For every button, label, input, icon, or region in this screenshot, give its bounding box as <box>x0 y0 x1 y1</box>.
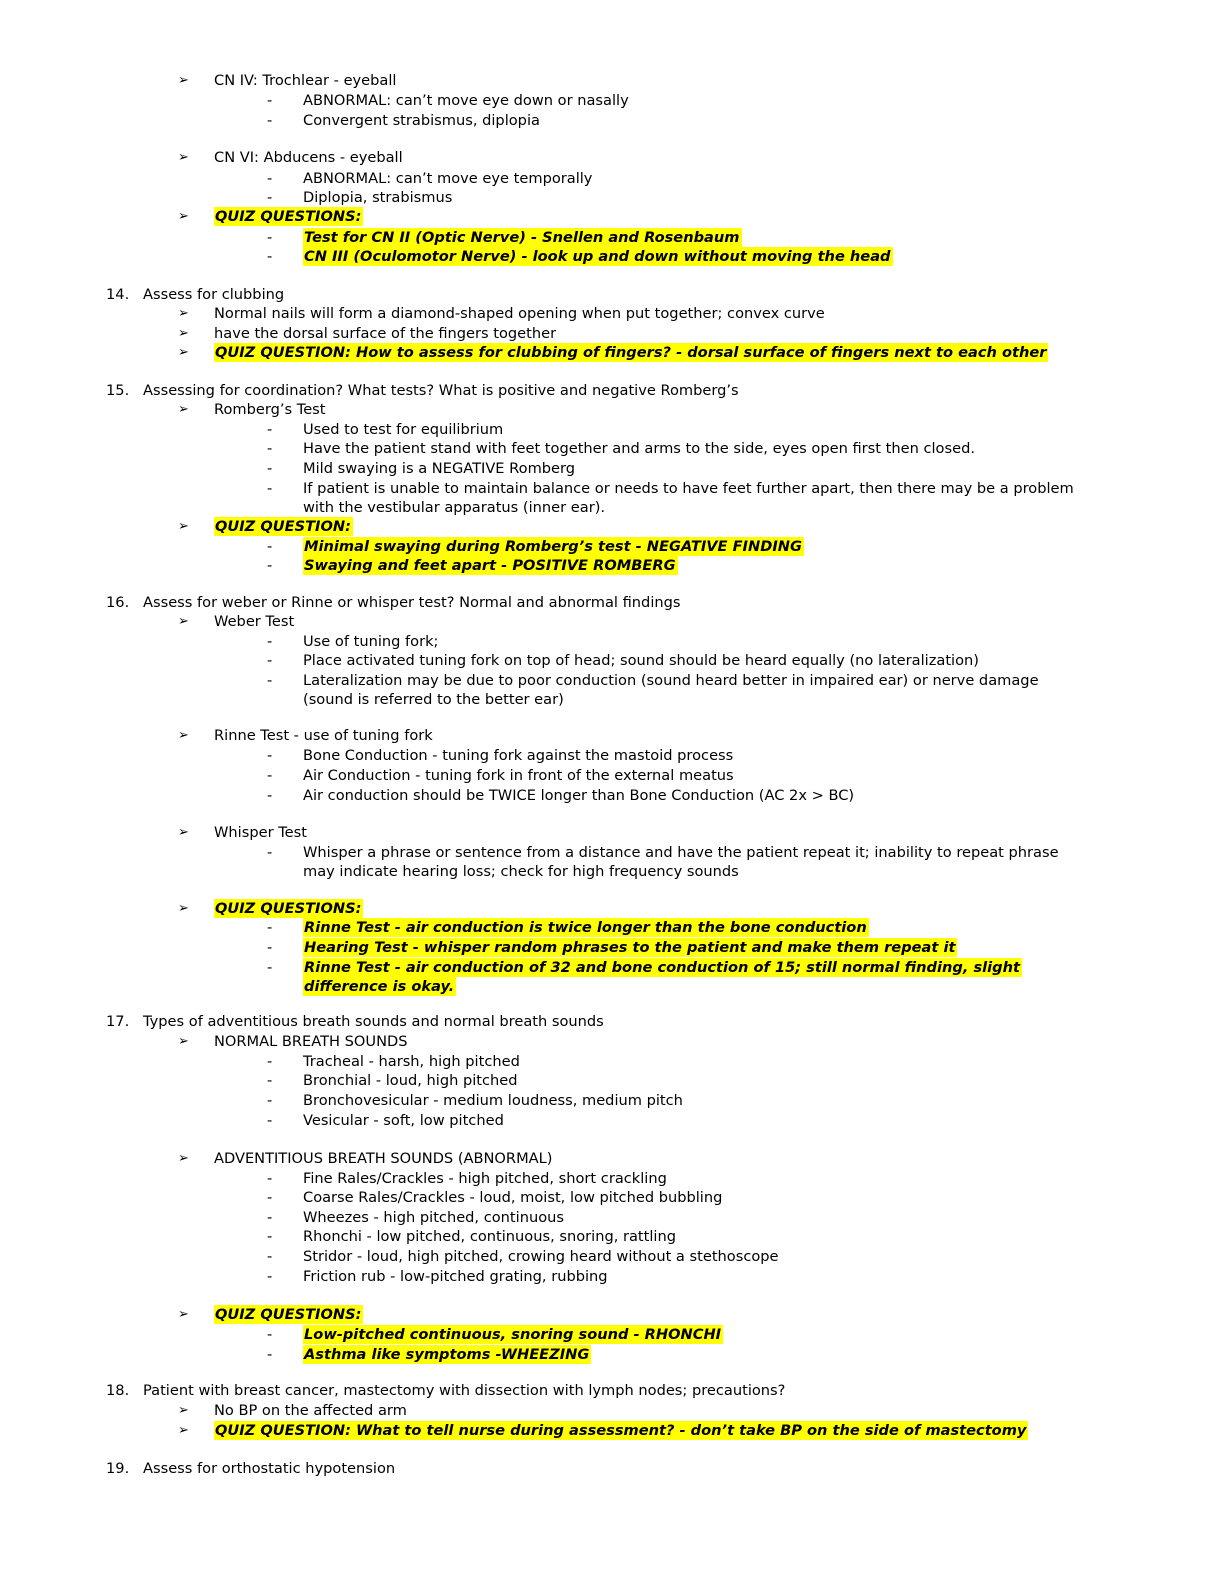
dash-bullet-icon: - <box>267 959 273 976</box>
sub-bullet-text: Friction rub - low-pitched grating, rubbing <box>303 1268 608 1285</box>
bullet-text: QUIZ QUESTIONS: <box>215 1306 362 1323</box>
dash-bullet-icon: - <box>267 633 273 650</box>
item-number: 19. <box>106 1460 130 1477</box>
arrow-bullet-icon: ➢ <box>178 73 189 88</box>
dash-bullet-icon: - <box>267 1209 273 1226</box>
dash-bullet-icon: - <box>267 939 273 956</box>
sub-bullet-text: Whisper a phrase or sentence from a distance and have the patient repeat it; inability to repeat phrase <box>303 844 1059 861</box>
arrow-bullet-icon: ➢ <box>178 150 189 165</box>
sub-bullet-text: If patient is unable to maintain balance or needs to have feet further apart, then there may be a problem <box>303 480 1074 497</box>
dash-bullet-icon: - <box>267 747 273 764</box>
dash-bullet-icon: - <box>267 1092 273 1109</box>
sub-bullet-text: Have the patient stand with feet together and arms to the side, eyes open first then closed. <box>303 440 975 457</box>
arrow-bullet-icon: ➢ <box>178 306 189 321</box>
item-number: 14. <box>106 286 130 303</box>
dash-bullet-icon: - <box>267 1326 273 1343</box>
sub-bullet-text: Rhonchi - low pitched, continuous, snoring, rattling <box>303 1228 677 1245</box>
sub-bullet-text: Asthma like symptoms -WHEEZING <box>304 1346 590 1363</box>
dash-bullet-icon: - <box>267 440 273 457</box>
dash-bullet-icon: - <box>267 460 273 477</box>
dash-bullet-icon: - <box>267 1072 273 1089</box>
arrow-bullet-icon: ➢ <box>178 402 189 417</box>
item-number: 18. <box>106 1382 130 1399</box>
sub-bullet-text: Wheezes - high pitched, continuous <box>303 1209 564 1226</box>
item-heading: Assess for clubbing <box>143 286 285 303</box>
bullet-text: Romberg’s Test <box>214 401 326 418</box>
dash-bullet-icon: - <box>267 92 273 109</box>
arrow-bullet-icon: ➢ <box>178 1307 189 1322</box>
sub-bullet-text: Convergent strabismus, diplopia <box>303 112 540 129</box>
sub-bullet-text: Stridor - loud, high pitched, crowing heard without a stethoscope <box>303 1248 779 1265</box>
item-number: 15. <box>106 382 130 399</box>
sub-bullet-text: Bronchial - loud, high pitched <box>303 1072 518 1089</box>
dash-bullet-icon: - <box>267 112 273 129</box>
dash-bullet-icon: - <box>267 767 273 784</box>
sub-bullet-text: Mild swaying is a NEGATIVE Romberg <box>303 460 576 477</box>
sub-bullet-text: Air conduction should be TWICE longer than Bone Conduction (AC 2x > BC) <box>303 787 855 804</box>
item-heading: Assess for weber or Rinne or whisper test? Normal and abnormal findings <box>143 594 681 611</box>
arrow-bullet-icon: ➢ <box>178 1403 189 1418</box>
sub-bullet-text: Air Conduction - tuning fork in front of the external meatus <box>303 767 734 784</box>
sub-bullet-text: Used to test for equilibrium <box>303 421 504 438</box>
arrow-bullet-icon: ➢ <box>178 1151 189 1166</box>
sub-bullet-continuation: difference is okay. <box>304 978 455 995</box>
sub-bullet-text: ABNORMAL: can’t move eye temporally <box>303 170 593 187</box>
arrow-bullet-icon: ➢ <box>178 209 189 224</box>
bullet-text: CN VI: Abducens - eyeball <box>214 149 403 166</box>
sub-bullet-text: Rinne Test - air conduction is twice longer than the bone conduction <box>304 919 867 936</box>
item-heading: Types of adventitious breath sounds and normal breath sounds <box>143 1013 604 1030</box>
dash-bullet-icon: - <box>267 1228 273 1245</box>
sub-bullet-text: Bronchovesicular - medium loudness, medium pitch <box>303 1092 683 1109</box>
sub-bullet-text: Tracheal - harsh, high pitched <box>303 1053 520 1070</box>
dash-bullet-icon: - <box>267 248 273 265</box>
sub-bullet-text: ABNORMAL: can’t move eye down or nasally <box>303 92 629 109</box>
sub-bullet-continuation: with the vestibular apparatus (inner ear). <box>303 499 606 516</box>
sub-bullet-continuation: may indicate hearing loss; check for high frequency sounds <box>303 863 739 880</box>
bullet-text: Whisper Test <box>214 824 307 841</box>
dash-bullet-icon: - <box>267 229 273 246</box>
sub-bullet-text: Bone Conduction - tuning fork against the mastoid process <box>303 747 734 764</box>
dash-bullet-icon: - <box>267 557 273 574</box>
bullet-text: No BP on the affected arm <box>214 1402 407 1419</box>
bullet-text: QUIZ QUESTION: <box>215 518 351 535</box>
dash-bullet-icon: - <box>267 1053 273 1070</box>
dash-bullet-icon: - <box>267 787 273 804</box>
bullet-text: Normal nails will form a diamond-shaped opening when put together; convex curve <box>214 305 825 322</box>
dash-bullet-icon: - <box>267 189 273 206</box>
sub-bullet-text: Low-pitched continuous, snoring sound - RHONCHI <box>304 1326 722 1343</box>
item-heading: Assessing for coordination? What tests? What is positive and negative Romberg’s <box>143 382 739 399</box>
dash-bullet-icon: - <box>267 919 273 936</box>
item-number: 17. <box>106 1013 130 1030</box>
dash-bullet-icon: - <box>267 844 273 861</box>
sub-bullet-text: Diplopia, strabismus <box>303 189 453 206</box>
dash-bullet-icon: - <box>267 1268 273 1285</box>
dash-bullet-icon: - <box>267 1248 273 1265</box>
bullet-text: QUIZ QUESTIONS: <box>215 208 362 225</box>
sub-bullet-text: Use of tuning fork; <box>303 633 439 650</box>
bullet-text: QUIZ QUESTION: How to assess for clubbing of fingers? - dorsal surface of fingers next to each other <box>215 344 1047 361</box>
bullet-text: Weber Test <box>214 613 295 630</box>
sub-bullet-text: Minimal swaying during Romberg’s test - NEGATIVE FINDING <box>304 538 802 555</box>
sub-bullet-text: Rinne Test - air conduction of 32 and bone conduction of 15; still normal finding, slight <box>304 959 1020 976</box>
arrow-bullet-icon: ➢ <box>178 326 189 341</box>
dash-bullet-icon: - <box>267 672 273 689</box>
arrow-bullet-icon: ➢ <box>178 519 189 534</box>
sub-bullet-text: Coarse Rales/Crackles - loud, moist, low pitched bubbling <box>303 1189 723 1206</box>
dash-bullet-icon: - <box>267 170 273 187</box>
bullet-text: NORMAL BREATH SOUNDS <box>214 1033 408 1050</box>
dash-bullet-icon: - <box>267 421 273 438</box>
dash-bullet-icon: - <box>267 1346 273 1363</box>
sub-bullet-text: CN III (Oculomotor Nerve) - look up and down without moving the head <box>304 248 891 265</box>
sub-bullet-text: Swaying and feet apart - POSITIVE ROMBERG <box>304 557 676 574</box>
bullet-text: CN IV: Trochlear - eyeball <box>214 72 397 89</box>
dash-bullet-icon: - <box>267 1189 273 1206</box>
arrow-bullet-icon: ➢ <box>178 1034 189 1049</box>
arrow-bullet-icon: ➢ <box>178 901 189 916</box>
dash-bullet-icon: - <box>267 480 273 497</box>
arrow-bullet-icon: ➢ <box>178 728 189 743</box>
bullet-text: ADVENTITIOUS BREATH SOUNDS (ABNORMAL) <box>214 1150 553 1167</box>
sub-bullet-text: Vesicular - soft, low pitched <box>303 1112 504 1129</box>
sub-bullet-text: Hearing Test - whisper random phrases to the patient and make them repeat it <box>304 939 956 956</box>
dash-bullet-icon: - <box>267 652 273 669</box>
item-heading: Assess for orthostatic hypotension <box>143 1460 396 1477</box>
sub-bullet-text: Fine Rales/Crackles - high pitched, short crackling <box>303 1170 667 1187</box>
bullet-text: Rinne Test - use of tuning fork <box>214 727 433 744</box>
sub-bullet-text: Place activated tuning fork on top of head; sound should be heard equally (no lateralization) <box>303 652 979 669</box>
dash-bullet-icon: - <box>267 1170 273 1187</box>
arrow-bullet-icon: ➢ <box>178 1423 189 1438</box>
arrow-bullet-icon: ➢ <box>178 345 189 360</box>
bullet-text: have the dorsal surface of the fingers together <box>214 325 557 342</box>
bullet-text: QUIZ QUESTION: What to tell nurse during assessment? - don’t take BP on the side of mastectomy <box>215 1422 1027 1439</box>
sub-bullet-text: Test for CN II (Optic Nerve) - Snellen and Rosenbaum <box>304 229 740 246</box>
arrow-bullet-icon: ➢ <box>178 825 189 840</box>
sub-bullet-continuation: (sound is referred to the better ear) <box>303 691 564 708</box>
dash-bullet-icon: - <box>267 1112 273 1129</box>
sub-bullet-text: Lateralization may be due to poor conduction (sound heard better in impaired ear) or nerve damage <box>303 672 1039 689</box>
item-number: 16. <box>106 594 130 611</box>
bullet-text: QUIZ QUESTIONS: <box>215 900 362 917</box>
dash-bullet-icon: - <box>267 538 273 555</box>
arrow-bullet-icon: ➢ <box>178 614 189 629</box>
item-heading: Patient with breast cancer, mastectomy with dissection with lymph nodes; precautions? <box>143 1382 786 1399</box>
